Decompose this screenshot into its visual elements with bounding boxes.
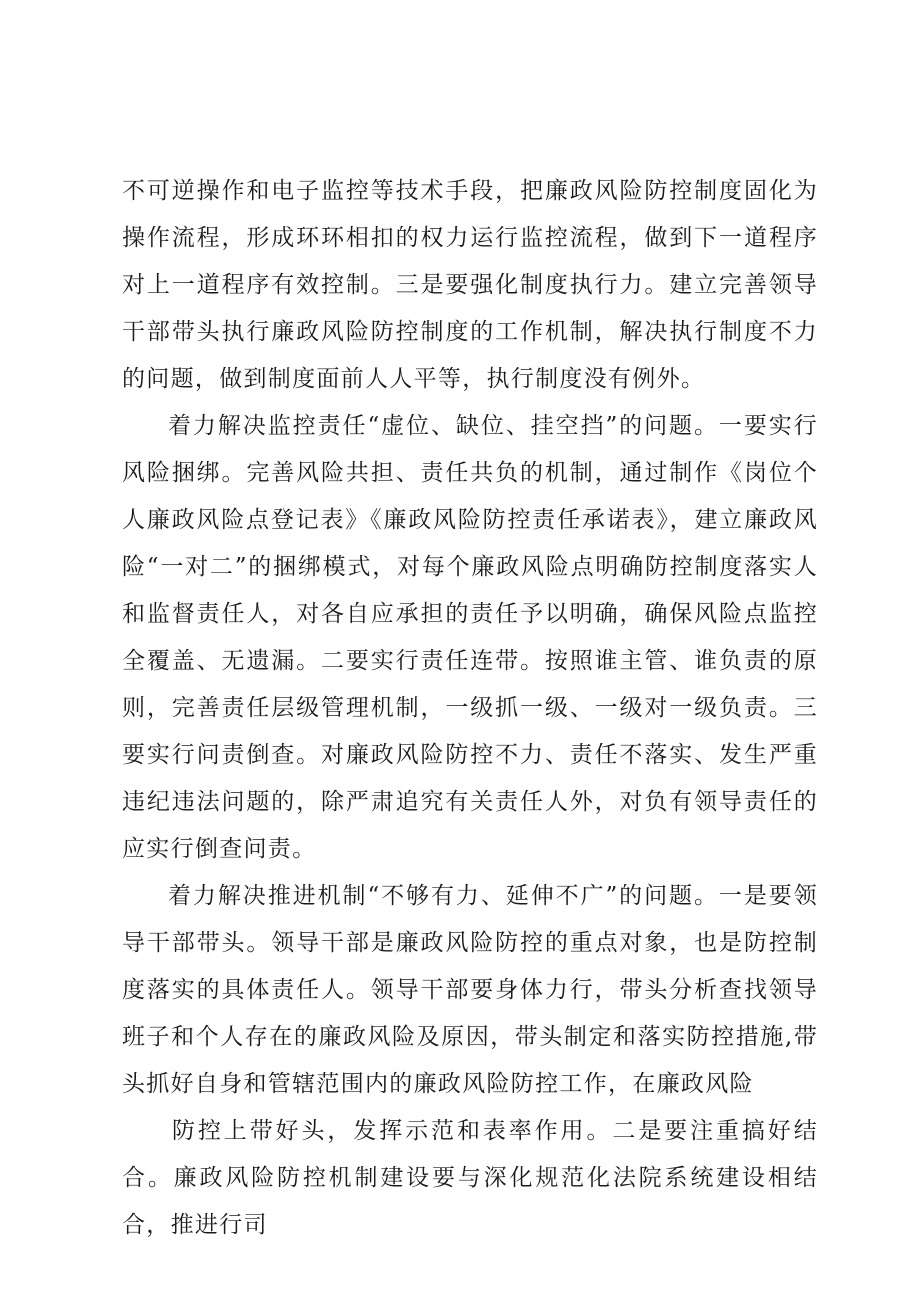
paragraph-continued: 不可逆操作和电子监控等技术手段，把廉政风险防控制度固化为操作流程，形成环环相扣的权力运行监控流程，做到下一道程序对上一道程序有效控制。三是要强化制度执行力。建立完善领导干部带头执行廉政风险防控制度的工作机制，解决执行制度不力的问题，做到制度面前人人平等，执行制度没有例外。 bbox=[122, 178, 818, 392]
paragraph-promotion-mechanism: 着力解决推进机制“不够有力、延伸不广”的问题。一是要领导干部带头。领导干部是廉政风险防控的重点对象，也是防控制度落实的具体责任人。领导干部要身体力行，带头分析查找领导班子和个人存在的廉政风险及原因，带头制定和落实防控措施,带头抓好自身和管辖范围内的廉政风险防控工作，在廉政风险 bbox=[122, 883, 818, 1097]
paragraph-lead-by-example: 防控上带好头，发挥示范和表率作用。二是要注重搞好结合。廉政风险防控机制建设要与深化规范化法院系统建设相结合，推进行司 bbox=[122, 1118, 818, 1238]
document-body bbox=[122, 168, 818, 1249]
paragraph-supervision-responsibility: 着力解决监控责任“虚位、缺位、挂空挡”的问题。一要实行风险捆绑。完善风险共担、责任共负的机制，通过制作《岗位个人廉政风险点登记表》《廉政风险防控责任承诺表》，建立廉政风险“一对二”的捆绑模式，对每个廉政风险点明确防控制度落实人和监督责任人，对各自应承担的责任予以明确，确保风险点监控全覆盖、无遗漏。二要实行责任连带。按照谁主管、谁负责的原则，完善责任层级管理机制，一级抓一级、一级对一级负责。三要实行问责倒查。对廉政风险防控不力、责任不落实、发生严重违纪违法问题的，除严肃追究有关责任人外，对负有领导责任的应实行倒查问责。 bbox=[122, 413, 818, 862]
